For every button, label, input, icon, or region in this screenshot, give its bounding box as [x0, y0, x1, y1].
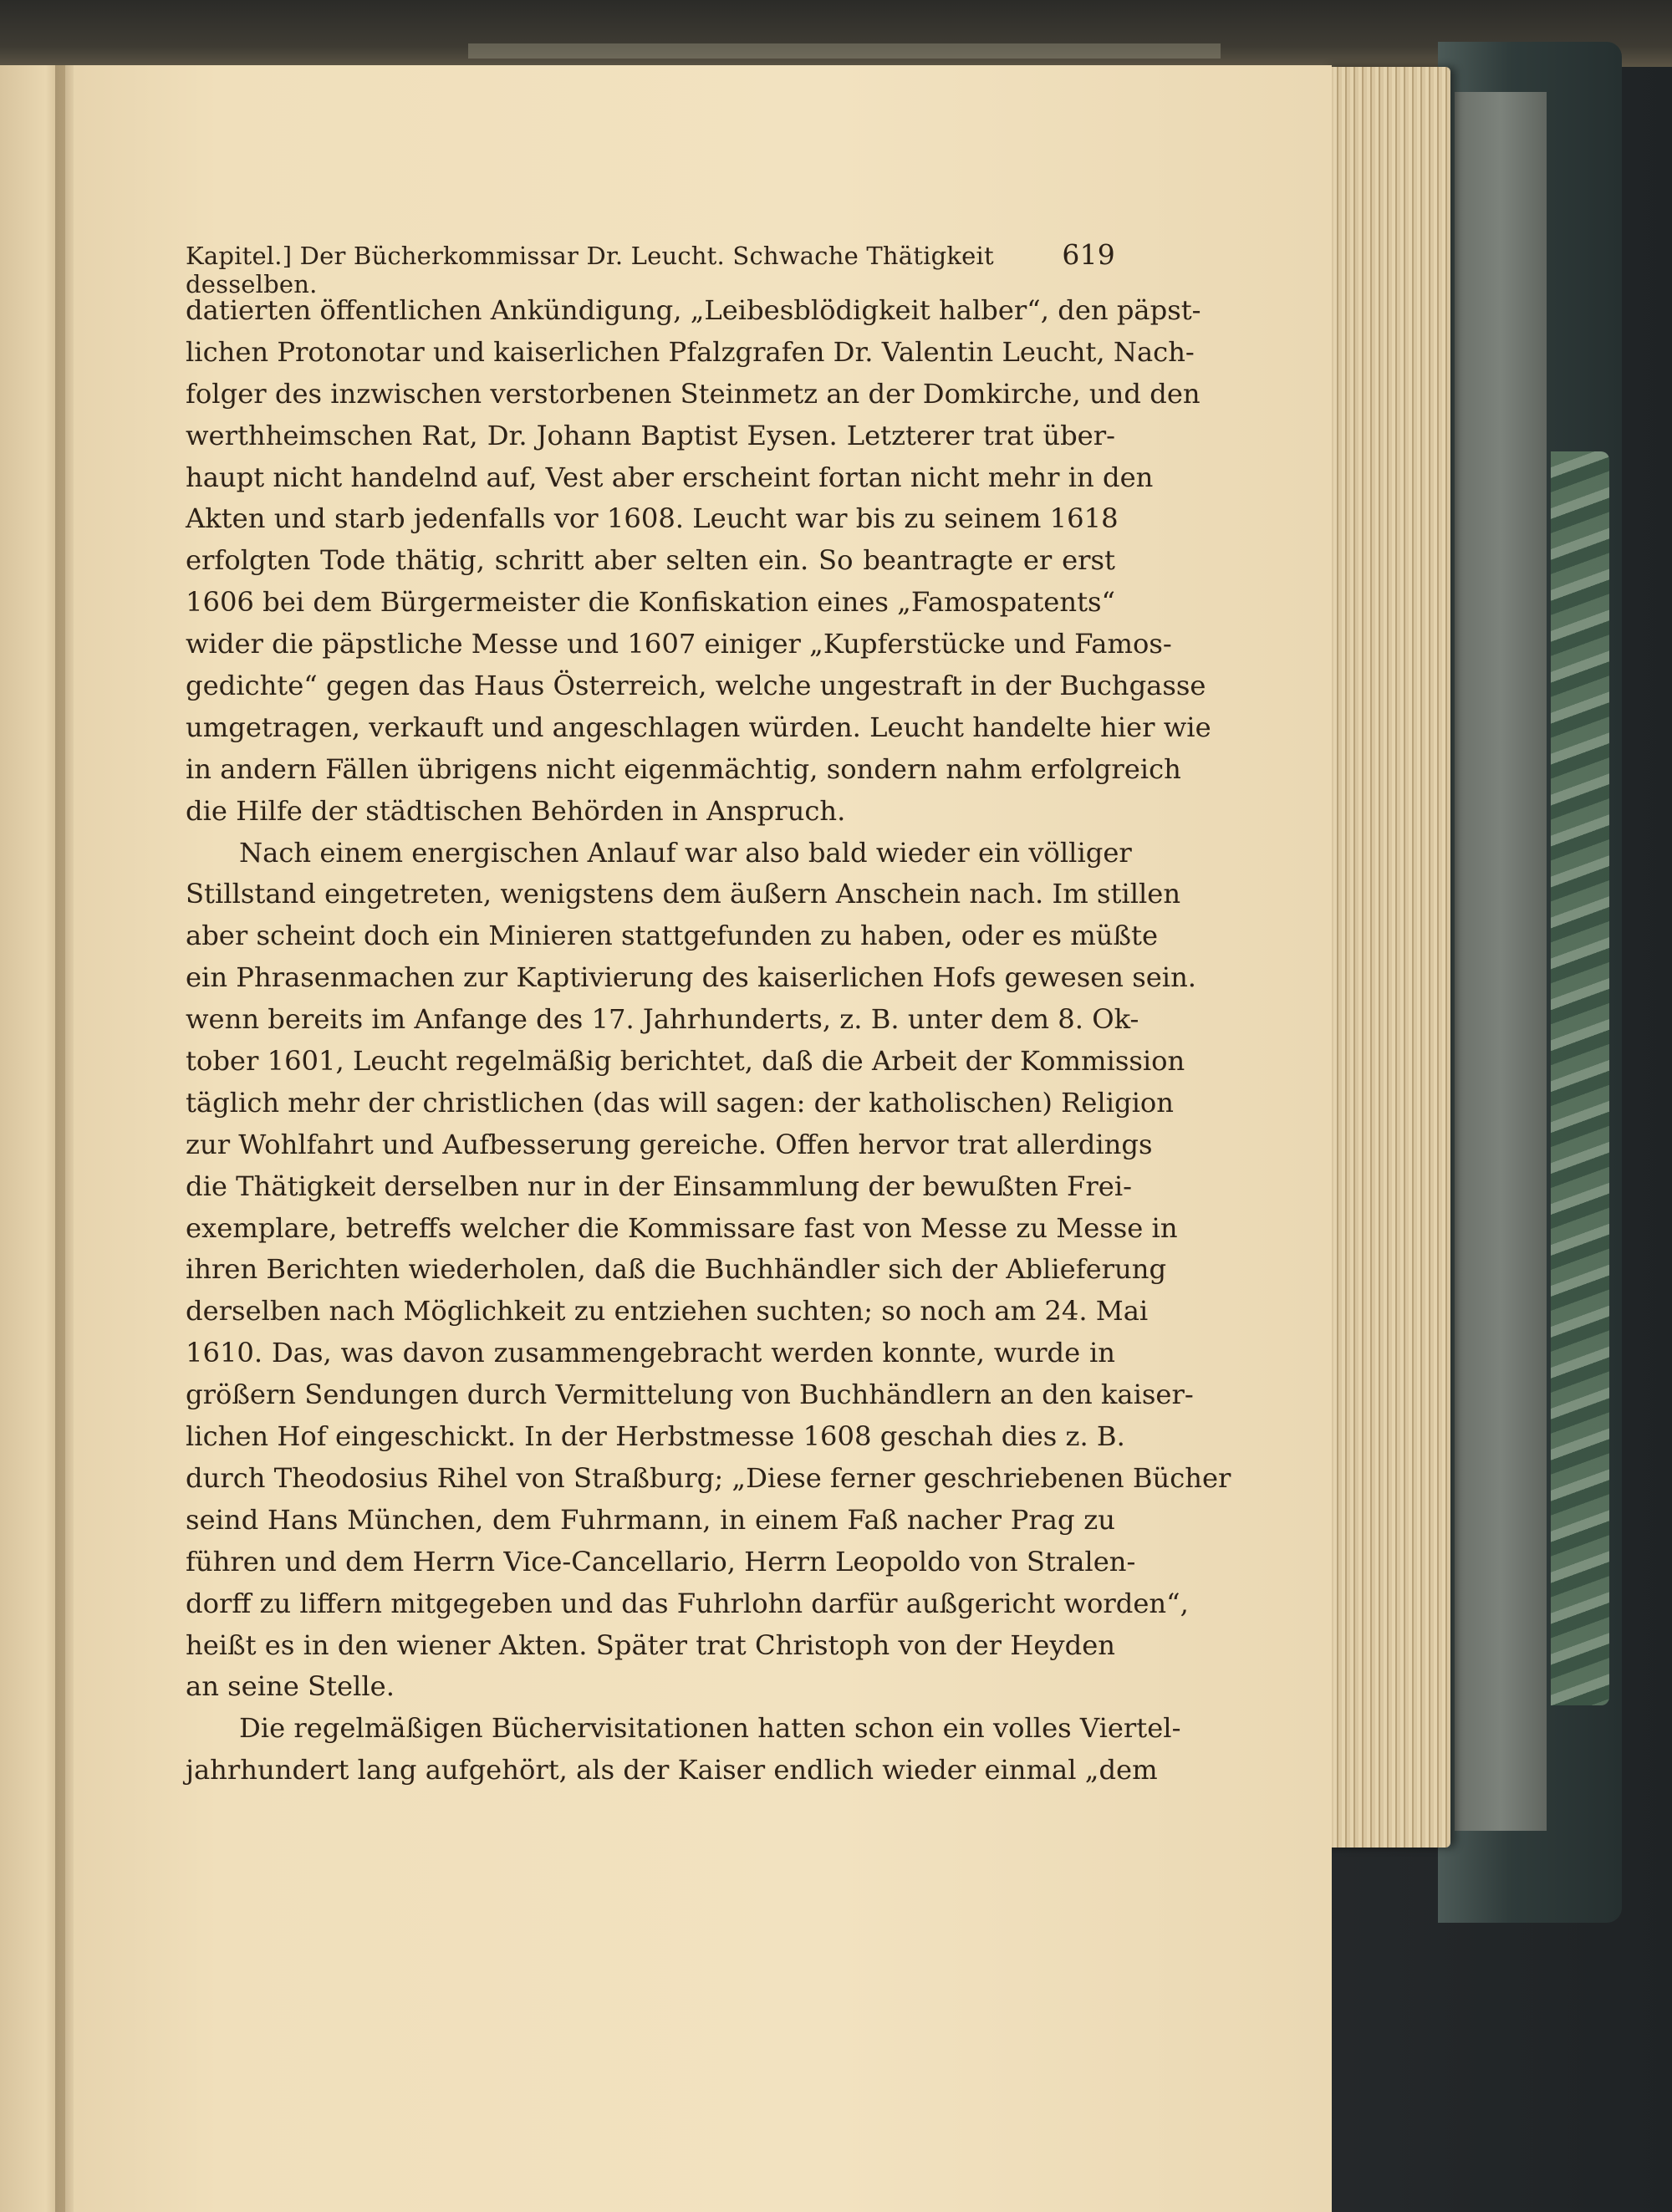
page-text [186, 238, 1231, 1792]
text-line: seind Hans München, dem Fuhrmann, in einem Faß nacher Prag zu [186, 1503, 1115, 1536]
text-line: wider die päpstliche Messe und 1607 einiger „Kupferstücke und Famos- [186, 628, 1172, 660]
cover-lining [1455, 92, 1547, 1831]
text-line: derselben nach Möglichkeit zu entziehen suchten; so noch am 24. Mai [186, 1295, 1149, 1328]
binding-gutter [55, 65, 74, 2212]
text-line: haupt nicht handelnd auf, Vest aber erscheint fortan nicht mehr in den [186, 461, 1154, 493]
text-line: 1610. Das, was davon zusammengebracht werden konnte, wurde in [186, 1337, 1115, 1369]
text-line: ein Phrasenmachen zur Kaptivierung des kaiserlichen Hofs gewesen sein. [186, 961, 1197, 994]
running-head [186, 238, 1115, 298]
text-line: heißt es in den wiener Akten. Später trat Christoph von der Heyden [186, 1628, 1115, 1661]
text-line: werthheimschen Rat, Dr. Johann Baptist Eysen. Letzterer trat über- [186, 419, 1115, 451]
text-line: in andern Fällen übrigens nicht eigenmächtig, sondern nahm erfolgreich [186, 752, 1181, 785]
text-line: tober 1601, Leucht regelmäßig berichtet, daß die Arbeit der Kommission [186, 1045, 1185, 1078]
text-line: führen und dem Herrn Vice-Cancellario, Herrn Leopoldo von Stralen- [186, 1545, 1136, 1577]
text-line: wenn bereits im Anfange des 17. Jahrhunderts, z. B. unter dem 8. Ok- [186, 1003, 1139, 1036]
running-head-title: Kapitel.] Der Bücherkommissar Dr. Leucht. Schwache Thätigkeit desselben. [186, 242, 994, 298]
text-line: Stillstand eingetreten, wenigstens dem äußern Anschein nach. Im stillen [186, 878, 1181, 910]
page-number: 619 [1062, 238, 1115, 271]
text-line: Akten und starb jedenfalls vor 1608. Leucht war bis zu seinem 1618 [186, 502, 1119, 535]
text-line: täglich mehr der christlichen (das will sagen: der katholischen) Religion [186, 1086, 1174, 1119]
text-line: erfolgten Tode thätig, schritt aber selten ein. So beantragte er erst [186, 544, 1115, 577]
text-line: lichen Protonotar und kaiserlichen Pfalzgrafen Dr. Valentin Leucht, Nach- [186, 335, 1195, 368]
paragraph-start-line: Nach einem energischen Anlauf war also bald wieder ein völliger [239, 836, 1132, 869]
text-line: größern Sendungen durch Vermittelung von Buchhändlern an den kaiser- [186, 1379, 1194, 1411]
paragraph-start-line: Die regelmäßigen Büchervisitationen hatten schon ein volles Viertel- [239, 1712, 1181, 1745]
text-line: durch Theodosius Rihel von Straßburg; „Diese ferner geschriebenen Bücher [186, 1461, 1231, 1494]
text-line: exemplare, betreffs welcher die Kommissare fast von Messe zu Messe in [186, 1211, 1178, 1244]
text-line: die Thätigkeit derselben nur in der Einsammlung der bewußten Frei- [186, 1170, 1132, 1202]
marbled-cover-edge [1551, 451, 1609, 1705]
paragraph-end-line: an seine Stelle. [186, 1670, 395, 1703]
text-line: datierten öffentlichen Ankündigung, „Leibesblödigkeit halber“, den päpst- [186, 294, 1201, 326]
text-line: lichen Hof eingeschickt. In der Herbstmesse 1608 geschah dies z. B. [186, 1420, 1125, 1453]
text-line: gedichte“ gegen das Haus Österreich, welche ungestraft in der Buchgasse [186, 670, 1206, 702]
text-line: ihren Berichten wiederholen, daß die Buchhändler sich der Ablieferung [186, 1253, 1167, 1286]
text-line: jahrhundert lang aufgehört, als der Kaiser endlich wieder einmal „dem [186, 1754, 1158, 1786]
text-line: aber scheint doch ein Minieren stattgefunden zu haben, oder es müßte [186, 920, 1158, 952]
page-edge-stack [1325, 67, 1450, 1848]
paragraph-end-line: die Hilfe der städtischen Behörden in Anspruch. [186, 794, 846, 827]
text-line: dorff zu liffern mitgegeben und das Fuhrlohn darfür außgericht worden“, [186, 1587, 1189, 1619]
text-line: folger des inzwischen verstorbenen Steinmetz an der Domkirche, und den [186, 377, 1200, 410]
text-line: umgetragen, verkauft und angeschlagen würden. Leucht handelte hier wie [186, 711, 1211, 743]
text-line: 1606 bei dem Bürgermeister die Konfiskation eines „Famospatents“ [186, 586, 1115, 619]
top-shadow [0, 0, 1672, 67]
text-line: zur Wohlfahrt und Aufbesserung gereiche. Offen hervor trat allerdings [186, 1128, 1153, 1160]
